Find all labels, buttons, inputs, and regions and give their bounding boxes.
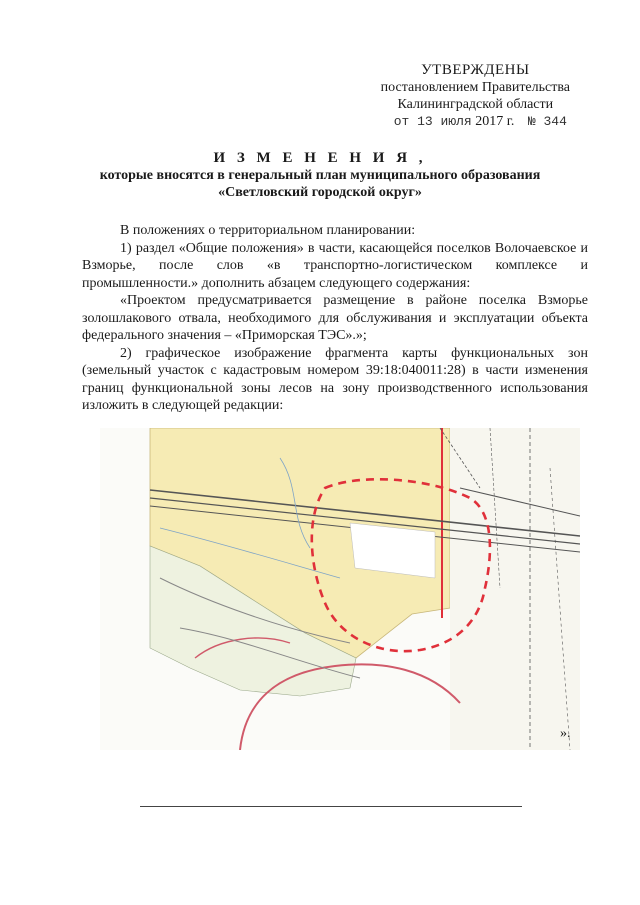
title-subject: которые вносятся в генеральный план муниципального образования bbox=[99, 168, 541, 183]
title-heading: И З М Е Н Е Н И Я , bbox=[213, 150, 427, 166]
land-strip bbox=[450, 428, 580, 750]
paragraph-quote: «Проектом предусматривается размещение в районе поселка Взморье золошлакового отвала, необходимого для обслуживания и эксплуатации объекта федерального значения – «Приморская ТЭС».»; bbox=[82, 293, 588, 343]
approval-region: Калининградской области bbox=[397, 97, 554, 112]
approval-number: № 344 bbox=[527, 114, 567, 129]
approval-date-prefix: от 13 июля bbox=[393, 114, 472, 129]
paragraph-item-2: 2) графическое изображение фрагмента карты функциональных зон (земельный участок с кадастровым номером 39:18:040011:28) в части изменения границ функциональной зоны лесов на зону производственного использования изложить в следующей редакции: bbox=[82, 345, 588, 413]
approval-authority: постановлением Правительства bbox=[380, 80, 570, 95]
paragraph-item-1: 1) раздел «Общие положения» в части, касающейся поселков Волочаевское и Взморье, после слов «в транспортно-логистическом комплексе и промышленности.» дополнить абзацем следующего содержания: bbox=[82, 240, 588, 291]
approval-date bbox=[381, 113, 570, 130]
approval-block bbox=[381, 62, 570, 130]
document-body bbox=[82, 222, 588, 415]
functional-zones-map bbox=[100, 428, 580, 750]
document-title bbox=[0, 150, 640, 201]
paragraph-intro: В положениях о территориальном планировании: bbox=[120, 223, 416, 238]
approval-title: УТВЕРЖДЕНЫ bbox=[421, 62, 530, 78]
map-close-quote: ». bbox=[560, 726, 571, 741]
title-municipality: «Светловский городской округ» bbox=[218, 185, 422, 200]
approval-date-year: 2017 г. bbox=[475, 114, 515, 129]
closing-rule bbox=[140, 806, 522, 807]
